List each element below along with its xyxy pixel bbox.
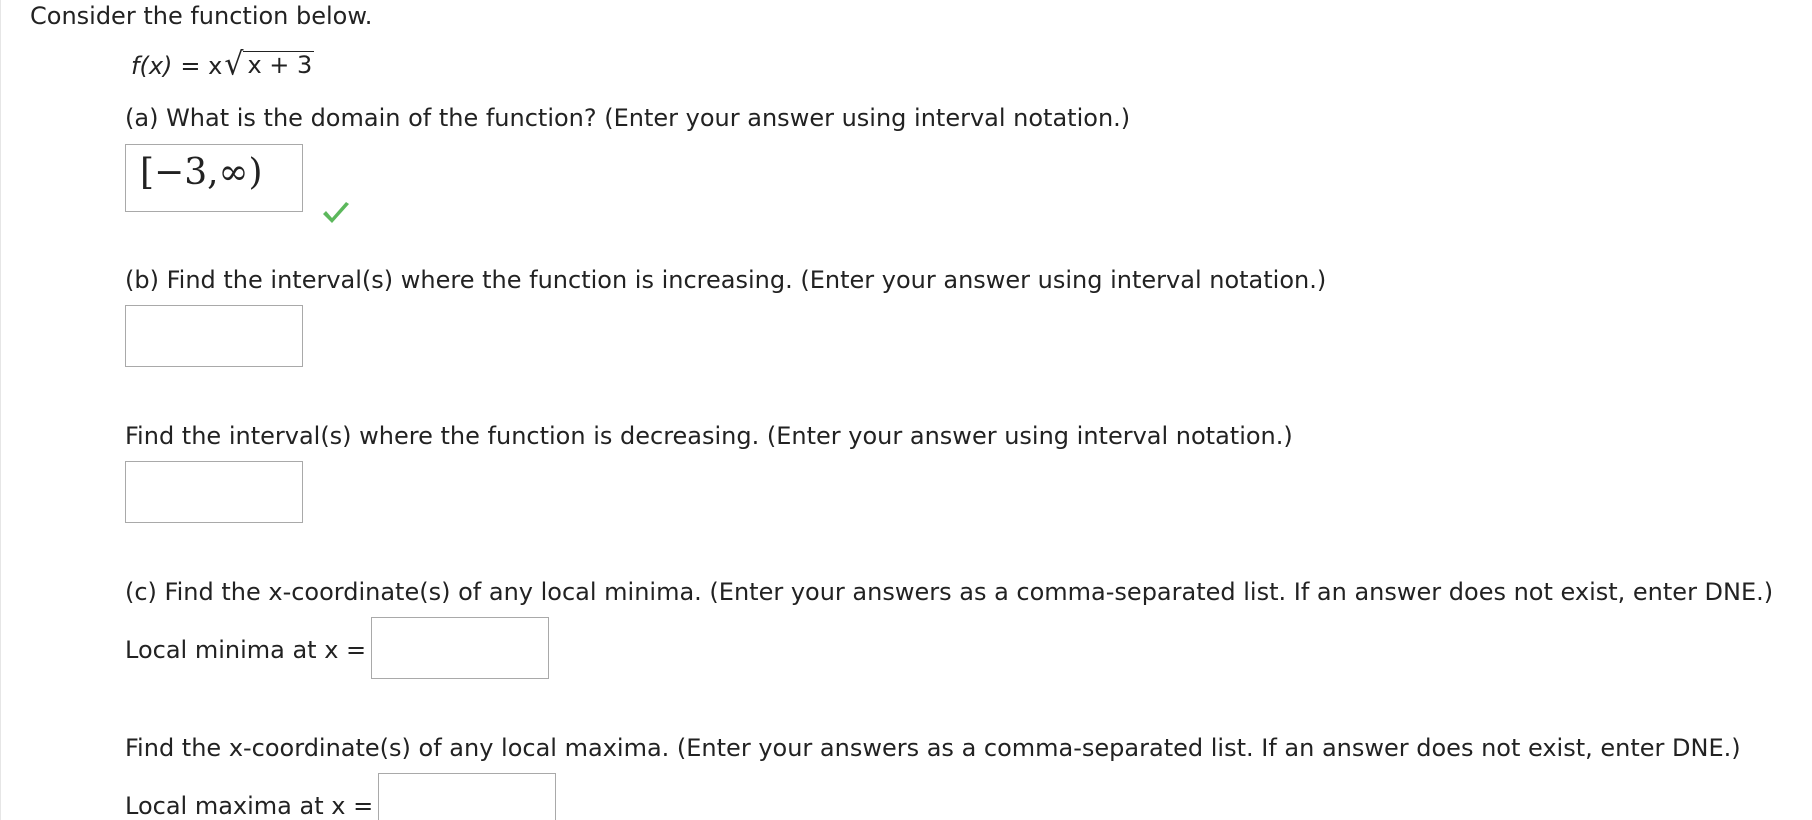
function-name: f(x) <box>131 52 173 80</box>
question-b-increasing: (b) Find the interval(s) where the function is increasing. (Enter your answer using interval notation.) <box>125 266 1327 294</box>
decreasing-interval-input[interactable] <box>125 461 303 523</box>
intro-text: Consider the function below. <box>30 2 373 30</box>
local-maxima-label: Local maxima at x = <box>125 792 374 820</box>
domain-answer-field[interactable] <box>125 144 303 212</box>
local-minima-input[interactable] <box>371 617 549 679</box>
function-formula <box>131 46 314 83</box>
question-c-maxima: Find the x-coordinate(s) of any local maxima. (Enter your answers as a comma-separated list. If an answer does not exist, enter DNE.) <box>125 734 1741 762</box>
local-maxima-input[interactable] <box>378 773 556 820</box>
domain-answer-value: [−3,∞) <box>140 152 263 193</box>
increasing-interval-input[interactable] <box>125 305 303 367</box>
question-a: (a) What is the domain of the function? (Enter your answer using interval notation.) <box>125 104 1131 132</box>
question-b-decreasing: Find the interval(s) where the function is decreasing. (Enter your answer using interval notation.) <box>125 422 1293 450</box>
correct-check-icon <box>321 200 351 226</box>
square-root <box>224 46 314 83</box>
question-c-minima: (c) Find the x-coordinate(s) of any local minima. (Enter your answers as a comma-separated list. If an answer does not exist, enter DNE.) <box>125 578 1774 606</box>
local-minima-label: Local minima at x = <box>125 636 367 664</box>
radicand: x + 3 <box>243 51 314 80</box>
function-equals: = x <box>180 52 223 80</box>
radical-sign-icon: √ <box>224 46 244 83</box>
